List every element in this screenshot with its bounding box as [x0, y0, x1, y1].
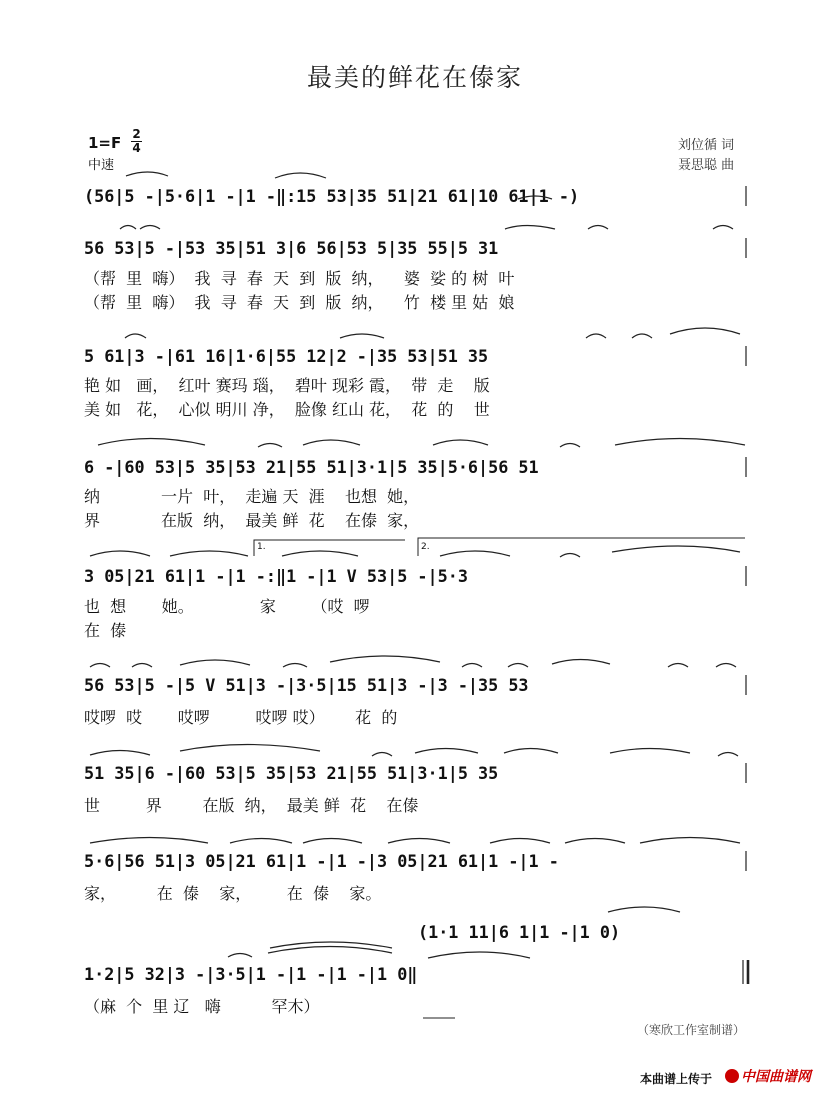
barlines — [743, 186, 748, 984]
ending-2-label: 2. — [421, 542, 430, 552]
site-logo[interactable] — [725, 1066, 811, 1086]
tempo-marking: 中速 — [88, 158, 115, 173]
notes-system-1: (56|5 -|5·6|1 -|1 -‖:15 53|35 51|21 61|10 61|1 -) — [84, 186, 580, 206]
composer-credit: 聂思聪 曲 — [678, 158, 735, 173]
ending-1-label: 1. — [257, 542, 266, 552]
lyricist-credit: 刘位循 词 — [678, 138, 735, 153]
upload-caption: 本曲谱上传于 — [640, 1072, 713, 1086]
time-top: 2 — [132, 127, 141, 141]
notes-system-5: 3 05|21 61|1 -|1 -:‖1 -|1 V 53|5 -|5·3 — [84, 566, 468, 586]
coda-upper-notes: (1·1 11|6 1|1 -|1 0) — [418, 922, 621, 942]
lyric-system-4-verse-1: 纳 一片 叶， 走遍 天 涯 也想 她， — [84, 487, 420, 506]
logo-mark-icon — [725, 1069, 739, 1083]
lyric-system-4-verse-2: 界 在版 纳， 最美 鲜 花 在傣 家， — [84, 511, 420, 530]
time-signature — [131, 128, 142, 155]
lyric-system-8: 家， 在 傣 家， 在 傣 家。 — [84, 884, 382, 903]
song-title: 最美的鲜花在傣家 — [306, 63, 523, 92]
notes-system-4: 6 -|60 53|5 35|53 21|55 51|3·1|5 35|5·6|56 51 — [84, 457, 539, 477]
lyric-system-5-verse-2: 在 傣 — [84, 621, 127, 640]
lyric-system-2-verse-1: （帮 里 嗨） 我 寻 春 天 到 版 纳， 婆 娑 的 树 叶 — [84, 269, 515, 288]
volta-brackets — [254, 538, 745, 556]
lyric-system-9: （麻 个 里 辽 嗨 罕木） — [84, 997, 320, 1016]
notes-system-8: 5·6|56 51|3 05|21 61|1 -|1 -|3 05|21 61|1 -|1 - — [84, 851, 559, 871]
notes-system-3: 5 61|3 -|61 16|1·6|55 12|2 -|35 53|51 35 — [84, 346, 489, 366]
notes-system-9: 1·2|5 32|3 -|3·5|1 -|1 -|1 -|1 0‖ — [84, 964, 418, 984]
notes-system-6: 56 53|5 -|5 V 51|3 -|3·5|15 51|3 -|3 -|35 53 — [84, 675, 529, 695]
lyric-system-5-verse-1: 也 想 她。 家 （哎 啰 — [84, 597, 370, 616]
time-bottom: 4 — [132, 141, 141, 155]
lyric-system-7: 世 界 在版 纳， 最美 鲜 花 在傣 — [84, 796, 419, 815]
lyric-system-6: 哎啰 哎 哎啰 哎啰 哎） 花 的 — [84, 708, 398, 727]
lyric-system-2-verse-2: （帮 里 嗨） 我 寻 春 天 到 版 纳， 竹 楼 里 姑 娘 — [84, 293, 515, 312]
transcriber-watermark: （寒欣工作室制谱） — [637, 1023, 746, 1037]
notes-system-7: 51 35|6 -|60 53|5 35|53 21|55 51|3·1|5 35 — [84, 763, 499, 783]
logo-text: 中国曲谱网 — [741, 1069, 811, 1085]
lyric-system-3-verse-2: 美 如 花， 心似 明川 净， 脸像 红山 花， 花 的 世 — [84, 400, 490, 419]
notes-system-2: 56 53|5 -|53 35|51 3|6 56|53 5|35 55|5 31 — [84, 238, 499, 258]
key-signature: 1=F — [88, 134, 122, 152]
lyric-system-3-verse-1: 艳 如 画， 红叶 赛玛 瑙， 碧叶 现彩 霞， 带 走 版 — [84, 376, 490, 395]
